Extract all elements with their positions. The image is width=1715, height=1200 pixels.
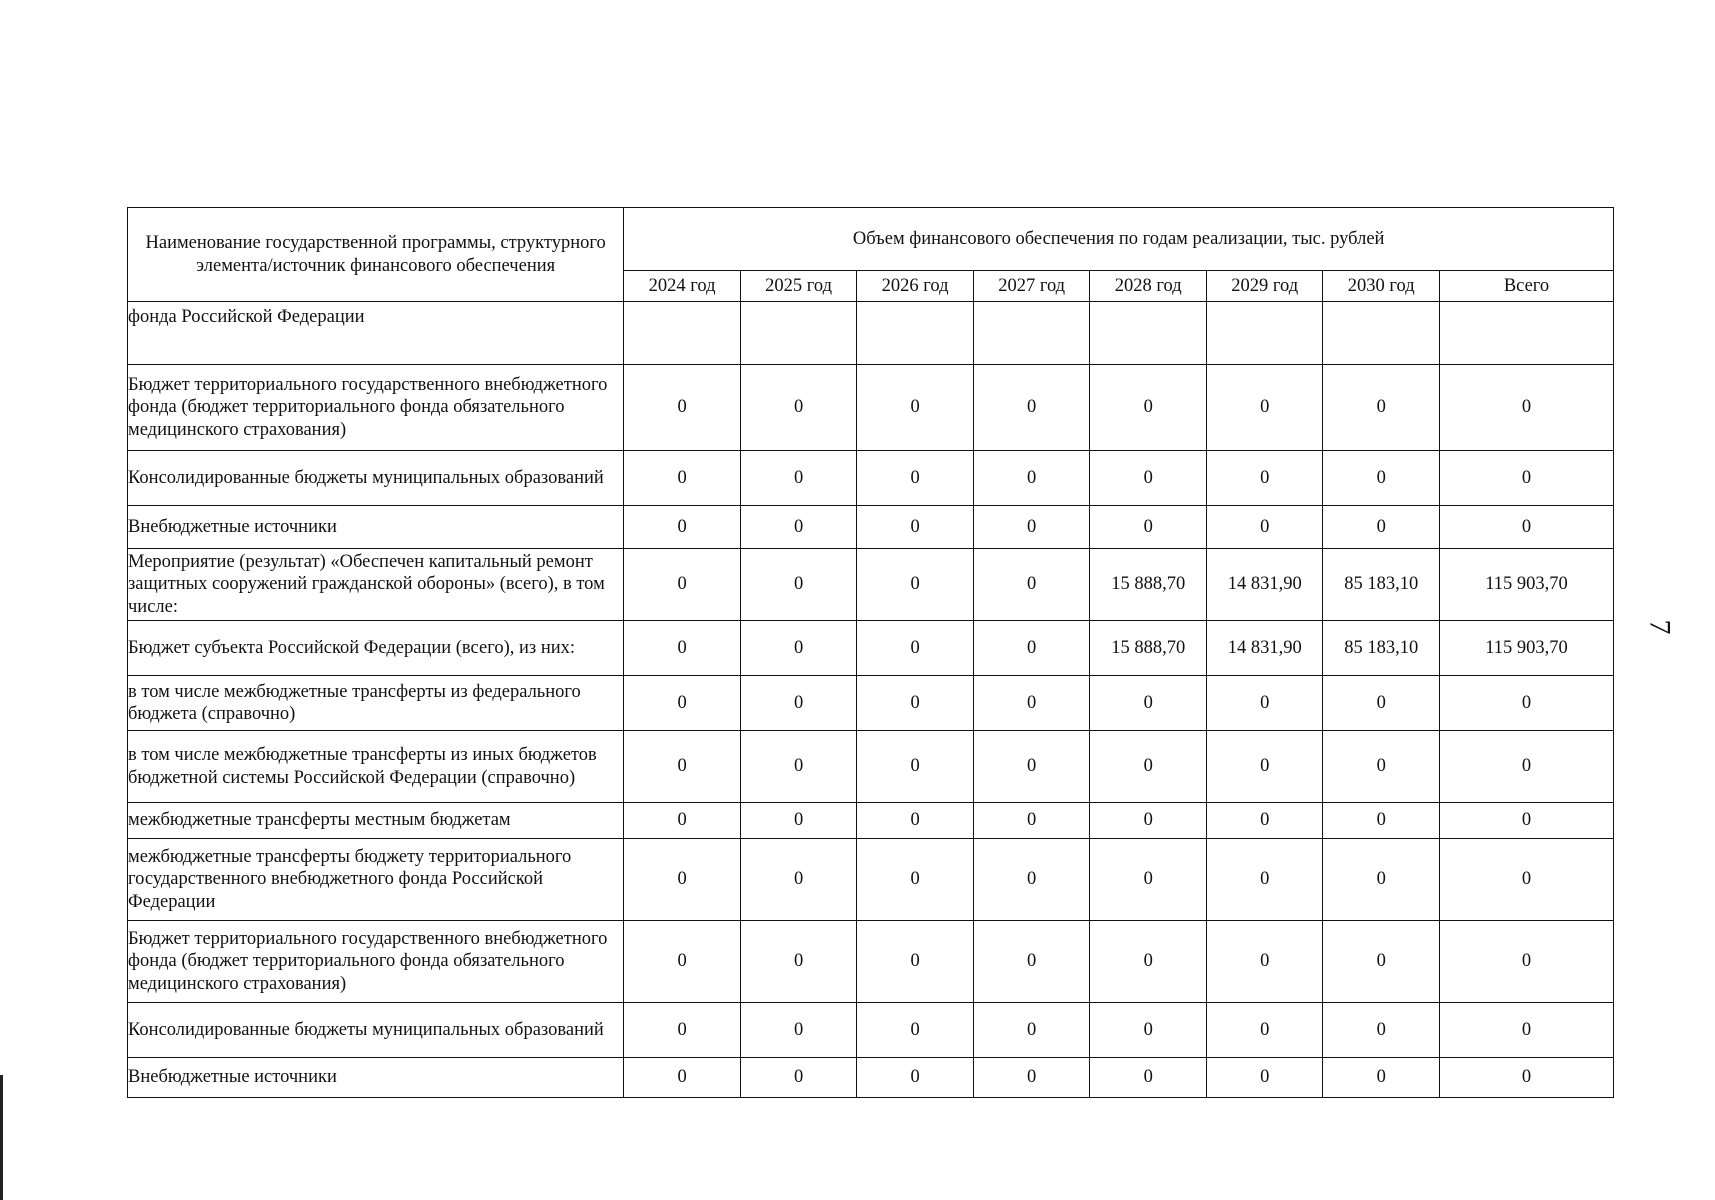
value-cell: 0 <box>857 731 974 803</box>
table-row <box>128 1003 1614 1058</box>
value-cell: 0 <box>973 549 1090 621</box>
row-label: в том числе межбюджетные трансферты из федерального бюджета (справочно) <box>128 676 624 731</box>
value-cell: 0 <box>624 451 741 506</box>
value-cell: 0 <box>1323 731 1440 803</box>
year-header: 2024 год <box>624 271 741 302</box>
value-cell <box>1323 302 1440 365</box>
value-cell: 0 <box>973 803 1090 839</box>
value-cell: 15 888,70 <box>1090 621 1207 676</box>
total-cell: 0 <box>1440 676 1614 731</box>
value-cell: 0 <box>857 803 974 839</box>
financing-table <box>127 207 1614 1098</box>
total-cell: 0 <box>1440 1003 1614 1058</box>
value-cell: 0 <box>973 921 1090 1003</box>
value-cell <box>857 302 974 365</box>
year-header: 2027 год <box>973 271 1090 302</box>
row-label: межбюджетные трансферты бюджету территориального государственного внебюджетного фонда Российской Федерации <box>128 839 624 921</box>
page-number: 7 <box>1643 619 1677 635</box>
value-cell: 0 <box>624 839 741 921</box>
value-cell: 0 <box>1323 839 1440 921</box>
table-row <box>128 921 1614 1003</box>
value-cell: 85 183,10 <box>1323 549 1440 621</box>
value-cell: 0 <box>857 506 974 549</box>
value-cell: 0 <box>1206 451 1323 506</box>
value-cell: 0 <box>1090 451 1207 506</box>
value-cell <box>624 302 741 365</box>
table-row <box>128 302 1614 365</box>
value-cell: 0 <box>1090 921 1207 1003</box>
row-label: Бюджет субъекта Российской Федерации (всего), из них: <box>128 621 624 676</box>
total-cell: 0 <box>1440 365 1614 451</box>
value-cell: 0 <box>1090 506 1207 549</box>
value-cell: 0 <box>857 1003 974 1058</box>
value-cell: 0 <box>1323 1058 1440 1098</box>
table-row <box>128 676 1614 731</box>
value-cell: 0 <box>624 1003 741 1058</box>
value-cell: 0 <box>740 621 857 676</box>
value-cell: 0 <box>973 365 1090 451</box>
value-cell: 0 <box>740 839 857 921</box>
value-cell: 0 <box>1206 365 1323 451</box>
value-cell: 0 <box>624 549 741 621</box>
value-cell: 0 <box>1323 365 1440 451</box>
row-label: Консолидированные бюджеты муниципальных образований <box>128 451 624 506</box>
value-cell: 0 <box>740 921 857 1003</box>
value-cell: 0 <box>1090 365 1207 451</box>
value-cell: 0 <box>740 451 857 506</box>
value-cell <box>973 302 1090 365</box>
year-header: 2028 год <box>1090 271 1207 302</box>
table-row <box>128 621 1614 676</box>
total-cell: 0 <box>1440 731 1614 803</box>
total-cell: 115 903,70 <box>1440 549 1614 621</box>
value-cell: 15 888,70 <box>1090 549 1207 621</box>
total-cell: 115 903,70 <box>1440 621 1614 676</box>
table-row <box>128 506 1614 549</box>
table-row <box>128 549 1614 621</box>
value-cell <box>1090 302 1207 365</box>
value-cell: 0 <box>857 621 974 676</box>
value-cell: 0 <box>1206 731 1323 803</box>
row-label: фонда Российской Федерации <box>128 302 624 365</box>
value-cell: 0 <box>973 676 1090 731</box>
value-cell: 0 <box>740 365 857 451</box>
year-header: 2026 год <box>857 271 974 302</box>
value-cell: 0 <box>857 365 974 451</box>
total-cell: 0 <box>1440 506 1614 549</box>
table-row <box>128 1058 1614 1098</box>
value-cell: 0 <box>1090 1058 1207 1098</box>
value-cell: 0 <box>1206 803 1323 839</box>
value-cell: 0 <box>624 621 741 676</box>
value-cell: 0 <box>740 731 857 803</box>
value-cell: 0 <box>1090 803 1207 839</box>
row-label: Внебюджетные источники <box>128 1058 624 1098</box>
total-header: Всего <box>1440 271 1614 302</box>
value-cell: 0 <box>740 1003 857 1058</box>
value-cell: 0 <box>740 549 857 621</box>
value-cell: 0 <box>973 1058 1090 1098</box>
value-cell: 0 <box>1206 676 1323 731</box>
row-label: Бюджет территориального государственного внебюджетного фонда (бюджет территориального фонда обязательного медицинского страхования) <box>128 365 624 451</box>
value-cell: 0 <box>973 506 1090 549</box>
value-cell: 0 <box>1323 676 1440 731</box>
financing-volume-header: Объем финансового обеспечения по годам реализации, тыс. рублей <box>624 208 1614 271</box>
total-cell: 0 <box>1440 1058 1614 1098</box>
row-label: Консолидированные бюджеты муниципальных образований <box>128 1003 624 1058</box>
value-cell: 0 <box>973 621 1090 676</box>
value-cell: 0 <box>740 676 857 731</box>
table-row <box>128 803 1614 839</box>
year-header: 2025 год <box>740 271 857 302</box>
value-cell: 0 <box>624 506 741 549</box>
value-cell: 0 <box>857 839 974 921</box>
value-cell: 0 <box>857 921 974 1003</box>
value-cell: 0 <box>857 1058 974 1098</box>
value-cell: 0 <box>973 839 1090 921</box>
value-cell: 0 <box>1323 1003 1440 1058</box>
row-label: Внебюджетные источники <box>128 506 624 549</box>
value-cell: 0 <box>740 506 857 549</box>
value-cell: 0 <box>1206 1058 1323 1098</box>
value-cell: 0 <box>1323 921 1440 1003</box>
row-label: межбюджетные трансферты местным бюджетам <box>128 803 624 839</box>
value-cell: 0 <box>624 803 741 839</box>
value-cell: 0 <box>1090 1003 1207 1058</box>
value-cell: 0 <box>624 1058 741 1098</box>
year-header: 2030 год <box>1323 271 1440 302</box>
year-header: 2029 год <box>1206 271 1323 302</box>
name-column-header: Наименование государственной программы, структурного элемента/источник финансового обеспечения <box>128 208 624 302</box>
value-cell: 0 <box>1090 676 1207 731</box>
value-cell: 0 <box>973 731 1090 803</box>
value-cell: 0 <box>624 921 741 1003</box>
value-cell: 0 <box>740 803 857 839</box>
value-cell: 0 <box>1323 803 1440 839</box>
value-cell: 0 <box>857 451 974 506</box>
value-cell: 0 <box>624 731 741 803</box>
value-cell: 14 831,90 <box>1206 621 1323 676</box>
total-cell <box>1440 302 1614 365</box>
value-cell: 85 183,10 <box>1323 621 1440 676</box>
table-body <box>128 302 1614 1098</box>
total-cell: 0 <box>1440 839 1614 921</box>
value-cell: 0 <box>1206 921 1323 1003</box>
value-cell: 0 <box>1090 731 1207 803</box>
value-cell: 0 <box>1323 506 1440 549</box>
value-cell: 0 <box>1206 1003 1323 1058</box>
value-cell: 0 <box>624 365 741 451</box>
table-header-row <box>128 208 1614 271</box>
value-cell: 0 <box>1206 506 1323 549</box>
value-cell: 0 <box>740 1058 857 1098</box>
scan-edge-mark <box>0 1075 3 1200</box>
value-cell: 0 <box>624 676 741 731</box>
value-cell: 0 <box>973 451 1090 506</box>
value-cell: 0 <box>1206 839 1323 921</box>
total-cell: 0 <box>1440 803 1614 839</box>
value-cell <box>1206 302 1323 365</box>
total-cell: 0 <box>1440 921 1614 1003</box>
total-cell: 0 <box>1440 451 1614 506</box>
value-cell: 0 <box>857 549 974 621</box>
value-cell: 14 831,90 <box>1206 549 1323 621</box>
value-cell: 0 <box>1090 839 1207 921</box>
table-row <box>128 839 1614 921</box>
table-row <box>128 451 1614 506</box>
table-row <box>128 731 1614 803</box>
value-cell: 0 <box>1323 451 1440 506</box>
row-label: Бюджет территориального государственного внебюджетного фонда (бюджет территориального фонда обязательного медицинского страхования) <box>128 921 624 1003</box>
table-row <box>128 365 1614 451</box>
value-cell: 0 <box>973 1003 1090 1058</box>
value-cell: 0 <box>857 676 974 731</box>
value-cell <box>740 302 857 365</box>
row-label: Мероприятие (результат) «Обеспечен капитальный ремонт защитных сооружений гражданской обороны» (всего), в том числе: <box>128 549 624 621</box>
row-label: в том числе межбюджетные трансферты из иных бюджетов бюджетной системы Российской Федерации (справочно) <box>128 731 624 803</box>
